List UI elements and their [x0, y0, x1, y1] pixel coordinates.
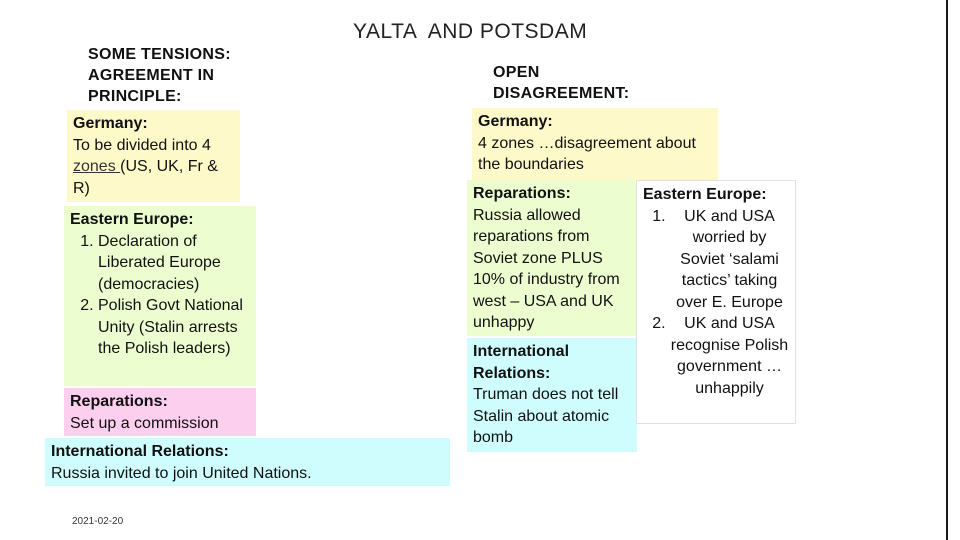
potsdam-eastern-item: 2. UK and USA recognise Polish government … unhappily: [670, 313, 789, 399]
yalta-eastern-item: 2. Polish Govt National Unity (Stalin arrests the Polish leaders): [98, 295, 250, 360]
yalta-intl-box: [45, 438, 450, 486]
potsdam-intl-head: International Relations:: [473, 343, 570, 382]
potsdam-eastern-box: [636, 180, 796, 424]
potsdam-eastern-item: 1. UK and USA worried by Soviet ‘salami tactics’ taking over E. Europe: [670, 206, 789, 314]
yalta-reparations-box: [64, 388, 256, 436]
yalta-germany-head: Germany:: [73, 115, 148, 132]
yalta-heading-line: PRINCIPLE:: [88, 88, 182, 105]
potsdam-intl-text: Truman does not tell Stalin about atomic bomb: [473, 386, 619, 446]
potsdam-germany-head: Germany:: [478, 113, 553, 130]
potsdam-heading-line: DISAGREEMENT:: [493, 85, 630, 102]
potsdam-reparations-box: [467, 180, 639, 336]
potsdam-eastern-head: Eastern Europe:: [643, 186, 767, 203]
yalta-germany-line3: R): [73, 179, 90, 197]
yalta-germany-box: [67, 110, 240, 202]
yalta-germany-line1: To be divided into 4: [73, 136, 211, 154]
yalta-eastern-head: Eastern Europe:: [70, 211, 194, 228]
yalta-germany-line2-rest: (US, UK, Fr &: [120, 158, 218, 175]
slide-title: YALTA AND POTSDAM: [353, 20, 588, 43]
yalta-reparations-head: Reparations:: [70, 393, 168, 410]
yalta-eastern-item: 1. Declaration of Liberated Europe (democracies): [98, 231, 250, 296]
slide-date: 2021-02-20: [72, 516, 124, 527]
yalta-intl-head: International Relations:: [51, 443, 229, 460]
yalta-heading-line: SOME TENSIONS:: [88, 46, 231, 63]
right-edge-bar: [946, 0, 960, 540]
yalta-reparations-text: Set up a commission: [70, 414, 219, 432]
potsdam-reparations-head: Reparations:: [473, 185, 571, 202]
potsdam-intl-box: [467, 338, 637, 452]
potsdam-heading-line: OPEN: [493, 64, 540, 81]
yalta-heading: [88, 44, 231, 107]
yalta-germany-line2: [73, 156, 234, 178]
potsdam-germany-box: [472, 108, 718, 180]
yalta-intl-text: Russia invited to join United Nations.: [51, 464, 312, 482]
zones-link[interactable]: zones: [73, 158, 121, 175]
potsdam-reparations-text: Russia allowed reparations from Soviet zone PLUS 10% of industry from west – USA and UK unhappy: [473, 206, 620, 331]
potsdam-germany-text: 4 zones …disagreement about the boundaries: [478, 134, 696, 173]
yalta-heading-line: AGREEMENT IN: [88, 67, 215, 84]
potsdam-heading: [493, 62, 629, 104]
yalta-eastern-box: [64, 206, 256, 386]
